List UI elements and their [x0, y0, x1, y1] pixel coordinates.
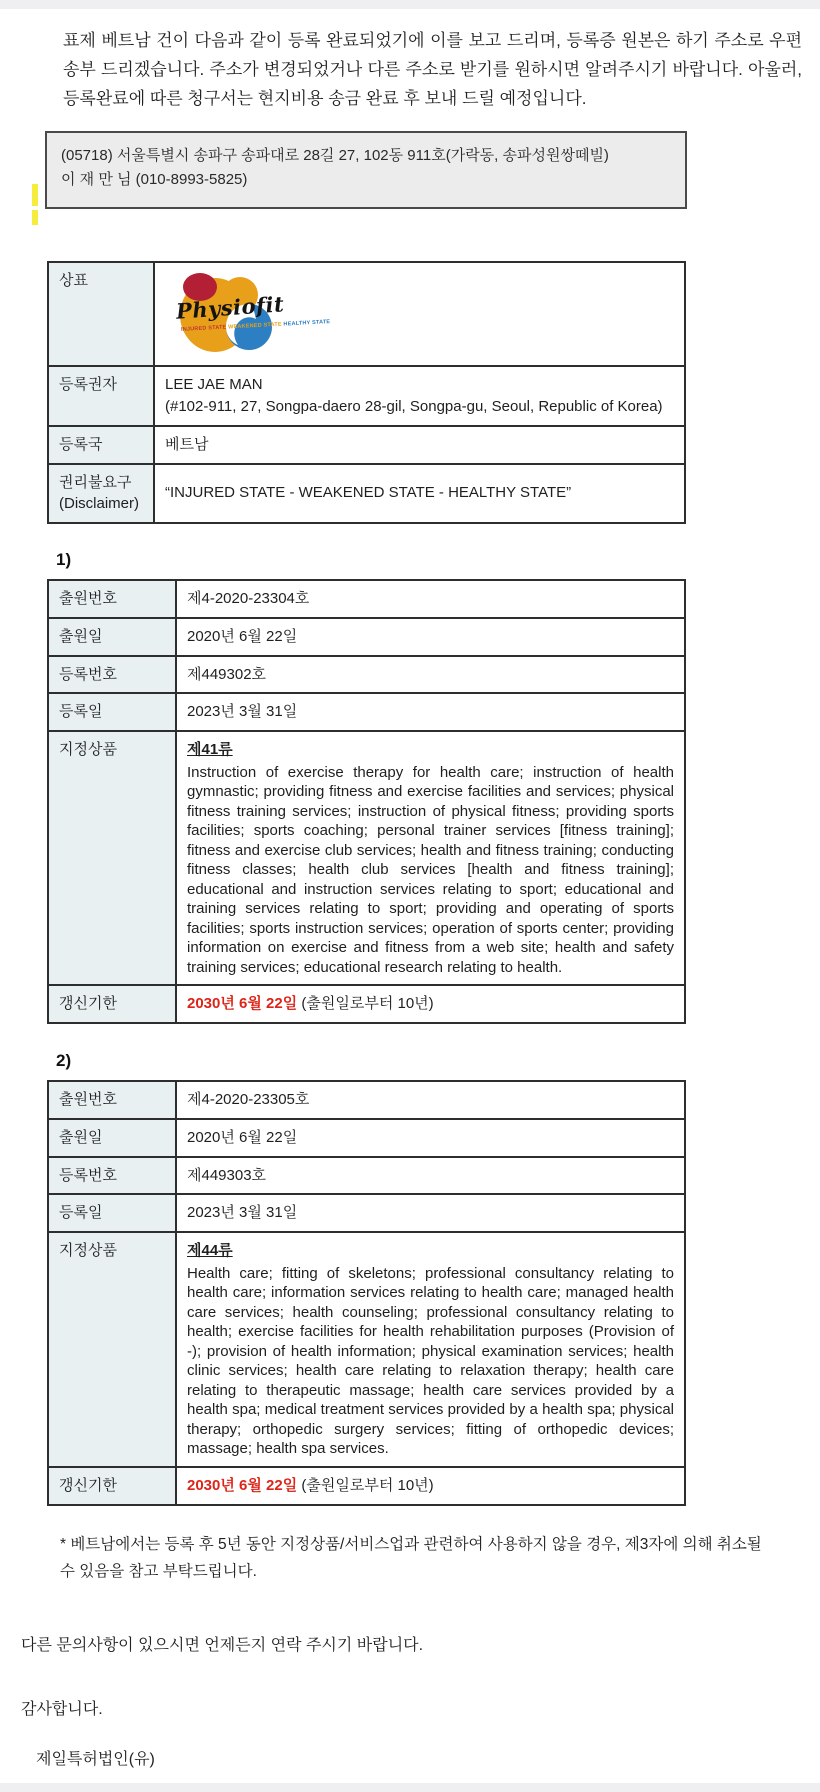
table-row	[48, 656, 685, 694]
intro-paragraph: 표제 베트남 건이 다음과 같이 등록 완료되었기에 이를 보고 드리며, 등록증 원본은 하기 주소로 우편 송부 드리겠습니다. 주소가 변경되었거나 다른 주소로 받기를 원하시면 알려주시기 바랍니다. 아울러, 등록완료에 따른 청구서는 현지비용 송금 완료 후 보내 드릴 예정입니다.	[63, 31, 802, 109]
table-row	[48, 580, 685, 618]
goods-value-cell	[176, 1232, 685, 1467]
physiofit-logo	[173, 271, 331, 357]
closing-contact-line: 다른 문의사항이 있으시면 언제든지 연락 주시기 바랍니다.	[21, 1636, 424, 1654]
table-row	[48, 1119, 685, 1157]
table-row	[48, 985, 685, 1023]
app-date-value-cell: 2020년 6월 22일	[176, 1119, 685, 1157]
bottom-edge-bar	[0, 1783, 820, 1792]
app-no-label-cell: 출원번호	[48, 580, 176, 618]
table-row	[48, 693, 685, 731]
yellow-highlight-mark	[32, 210, 38, 225]
disclaimer-value-cell: “INJURED STATE - WEAKENED STATE - HEALTHY STATE”	[154, 464, 685, 524]
owner-address: (#102-911, 27, Songpa-daero 28-gil, Songpa-gu, Seoul, Republic of Korea)	[165, 398, 663, 416]
disclaimer-label-ko: 권리불요구	[59, 473, 132, 491]
table-row	[48, 426, 685, 464]
goods-class: 제44류	[187, 1242, 233, 1260]
renewal-date: 2030년 6월 22일	[187, 1476, 298, 1494]
owner-label-cell: 등록권자	[48, 366, 154, 426]
app-no-value-cell: 제4-2020-23304호	[176, 580, 685, 618]
disclaimer-label-cell	[48, 464, 154, 524]
app-date-label-cell: 출원일	[48, 1119, 176, 1157]
reg-no-value-cell: 제449303호	[176, 1157, 685, 1195]
table-row	[48, 1467, 685, 1505]
country-value-cell: 베트남	[154, 426, 685, 464]
address-line: (05718) 서울특별시 송파구 송파대로 28길 27, 102동 911호(가락동, 송파성원쌍떼빌)	[61, 146, 609, 164]
goods-label-cell: 지정상품	[48, 1232, 176, 1467]
mark-image-cell	[154, 262, 685, 366]
app-date-value-cell: 2020년 6월 22일	[176, 618, 685, 656]
vietnam-use-requirement-note: * 베트남에서는 등록 후 5년 동안 지정상품/서비스업과 관련하여 사용하지 않을 경우, 제3자에 의해 취소될 수 있음을 참고 부탁드립니다.	[60, 1535, 762, 1581]
top-edge-bar	[0, 0, 820, 9]
renewal-value-cell	[176, 1467, 685, 1505]
yellow-highlight-mark	[32, 184, 38, 206]
tagline-weakened: WEAKENED STATE	[228, 321, 282, 331]
tagline-healthy: HEALTHY STATE	[283, 319, 331, 328]
table-row	[48, 366, 685, 426]
registration-1-table	[47, 579, 686, 1024]
app-date-label-cell: 출원일	[48, 618, 176, 656]
goods-text: Instruction of exercise therapy for health care; instruction of health gymnastic; providing fitness and exercise facilities and services; physical fitness training services; instruction of physical fitness; providing sports facilities; sports coaching; personal trainer services [fitness training]; fitness and exercise club services; health and fitness training; conducting fitness classes; health club services [health and fitness training]; educational and instruction services relating to sport; educational and training services relating to sport; providing and operating of sports facilities; sports instruction services; operation of sports center; providing information on exercise and fitness from a web site; health and safety training services; educational research relating to health.	[187, 763, 674, 976]
registration-2-table	[47, 1080, 686, 1506]
table-row	[48, 618, 685, 656]
table-row	[48, 1157, 685, 1195]
app-no-label-cell: 출원번호	[48, 1081, 176, 1119]
logo-wordmark: Physiofit	[175, 291, 285, 325]
app-no-value-cell: 제4-2020-23305호	[176, 1081, 685, 1119]
renewal-label-cell: 갱신기한	[48, 1467, 176, 1505]
table-row	[48, 262, 685, 366]
table-row	[48, 731, 685, 985]
recipient-address-box	[45, 131, 687, 210]
trademark-info-table	[47, 261, 686, 524]
reg-no-label-cell: 등록번호	[48, 1157, 176, 1195]
section-1-heading: 1)	[56, 550, 72, 570]
reg-date-value-cell: 2023년 3월 31일	[176, 693, 685, 731]
renewal-label-cell: 갱신기한	[48, 985, 176, 1023]
goods-class: 제41류	[187, 741, 233, 759]
reg-date-label-cell: 등록일	[48, 693, 176, 731]
renewal-note: (출원일로부터 10년)	[297, 1476, 434, 1494]
section-2-heading: 2)	[56, 1051, 72, 1071]
recipient-name-line: 이 재 만 님 (010-8993-5825)	[61, 171, 248, 188]
reg-date-label-cell: 등록일	[48, 1194, 176, 1232]
owner-value-cell	[154, 366, 685, 426]
goods-text: Health care; fitting of skeletons; professional consultancy relating to health care; information services relating to health care; managed health care services; health counseling; professional consultancy relating to health; exercise facilities for health rehabilitation purposes (Provision of -); provision of health information; physical examination services; health clinic services; health care relating to relaxation therapy; health care relating to therapeutic massage; health care services provided by a health spa; medical treatment services provided by a health spa; physical therapy; orthopedic surgery services; fitting of orthopedic devices; massage; health spa services.	[187, 1264, 674, 1458]
goods-label-cell: 지정상품	[48, 731, 176, 985]
owner-name: LEE JAE MAN	[165, 376, 263, 394]
reg-no-label-cell: 등록번호	[48, 656, 176, 694]
country-label-cell: 등록국	[48, 426, 154, 464]
table-row	[48, 464, 685, 524]
reg-no-value-cell: 제449302호	[176, 656, 685, 694]
renewal-note: (출원일로부터 10년)	[297, 995, 434, 1013]
renewal-date: 2030년 6월 22일	[187, 995, 298, 1013]
table-row	[48, 1232, 685, 1467]
reg-date-value-cell: 2023년 3월 31일	[176, 1194, 685, 1232]
law-firm-signature: 제일특허법인(유)	[36, 1750, 155, 1768]
closing-thanks-line: 감사합니다.	[21, 1700, 103, 1718]
renewal-value-cell	[176, 985, 685, 1023]
goods-value-cell	[176, 731, 685, 985]
tagline-injured: INJURED STATE	[180, 324, 227, 334]
mark-label-cell: 상표	[48, 262, 154, 366]
table-row	[48, 1194, 685, 1232]
disclaimer-label-en: (Disclaimer)	[59, 495, 139, 513]
table-row	[48, 1081, 685, 1119]
